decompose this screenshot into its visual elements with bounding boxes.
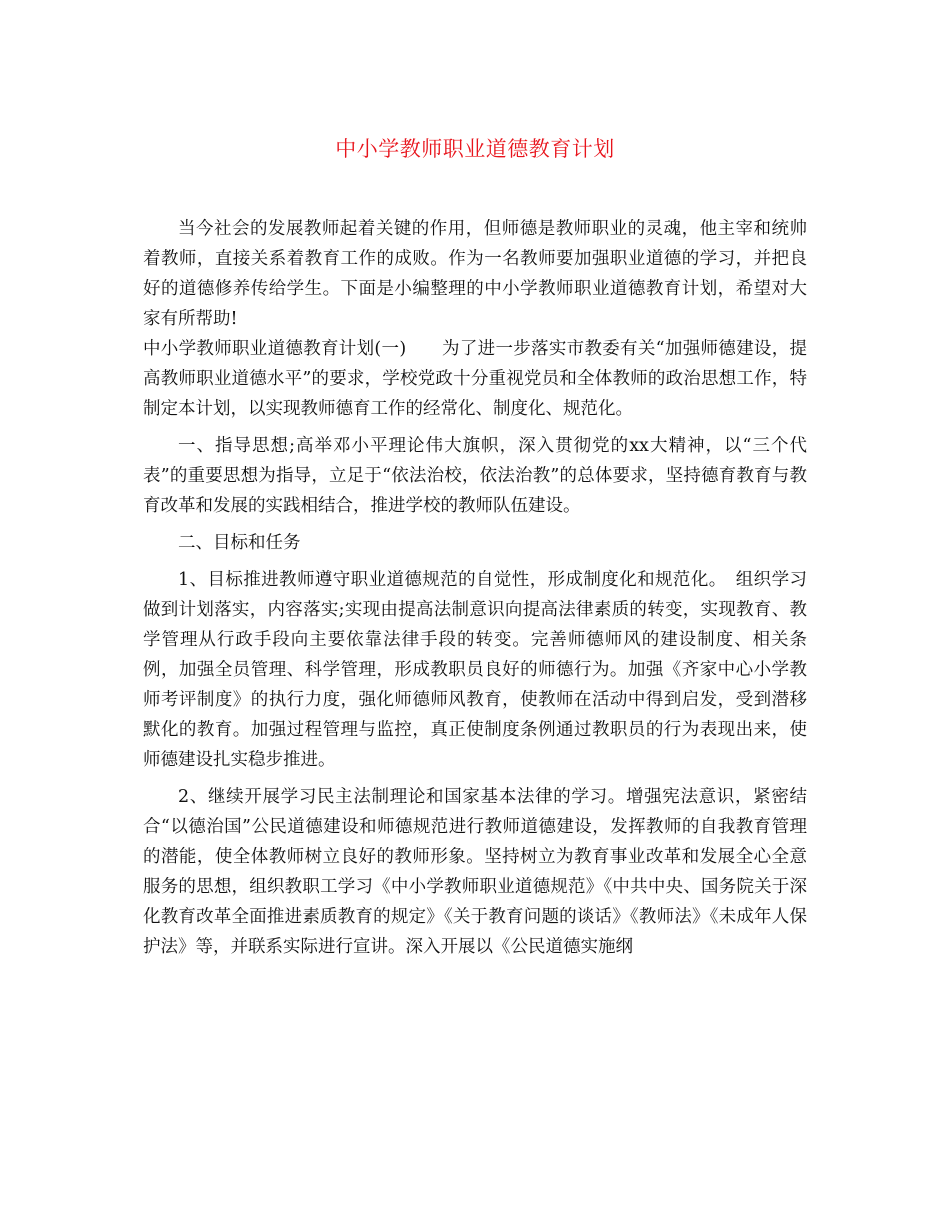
paragraph-guiding-thought: 一、指导思想;高举邓小平理论伟大旗帜，深入贯彻党的xx大精神，以“三个代表”的重要思想为指导，立足于“依法治校，依法治教”的总体要求，坚持德育教育与教育改革和发展的实践相结合，推进学校的教师队伍建设。	[143, 436, 807, 516]
paragraph-goal-one: 1、目标推进教师遵守职业道德规范的自觉性，形成制度化和规范化。 组织学习做到计划落实，内容落实;实现由提高法制意识向提高法律素质的转变，实现教育、教学管理从行政手段向主要依靠法律手段的转变。完善师德师风的建设制度、相关条例，加强全员管理、科学管理，形成教职员良好的师德行为。加强《齐家中心小学教师考评制度》的执行力度，强化师德师风教育，使教师在活动中得到启发，受到潜移默化的教育。加强过程管理与监控，真正使制度条例通过教职员的行为表现出来，使师德建设扎实稳步推进。	[143, 570, 807, 770]
document-title: 中小学教师职业道德教育计划	[335, 137, 615, 161]
paragraph-plan-one: 中小学教师职业道德教育计划(一) 为了进一步落实市教委有关“加强师德建设，提高教师职业道德水平”的要求，学校党政十分重视党员和全体教师的政治思想工作，特制定本计划，以实现教师德育工作的经常化、制度化、规范化。	[143, 339, 807, 419]
document-body	[143, 214, 807, 962]
paragraph-intro: 当今社会的发展教师起着关键的作用，但师德是教师职业的灵魂，他主宰和统帅着教师，直接关系着教育工作的成败。作为一名教师要加强职业道德的学习，并把良好的道德修养传给学生。下面是小编整理的中小学教师职业道德教育计划，希望对大家有所帮助!	[143, 219, 807, 329]
paragraph-goal-two: 2、继续开展学习民主法制理论和国家基本法律的学习。增强宪法意识，紧密结合“以德治国”公民道德建设和师德规范进行教师道德建设，发挥教师的自我教育管理的潜能，使全体教师树立良好的教师形象。坚持树立为教育事业改革和发展全心全意服务的思想，组织教职工学习《中小学教师职业道德规范》《中共中央、国务院关于深化教育改革全面推进素质教育的规定》《关于教育问题的谈话》《教师法》《未成年人保护法》等，并联系实际进行宣讲。深入开展以《公民道德实施纲	[143, 787, 807, 957]
paragraph-heading-goals: 二、目标和任务	[178, 533, 301, 553]
